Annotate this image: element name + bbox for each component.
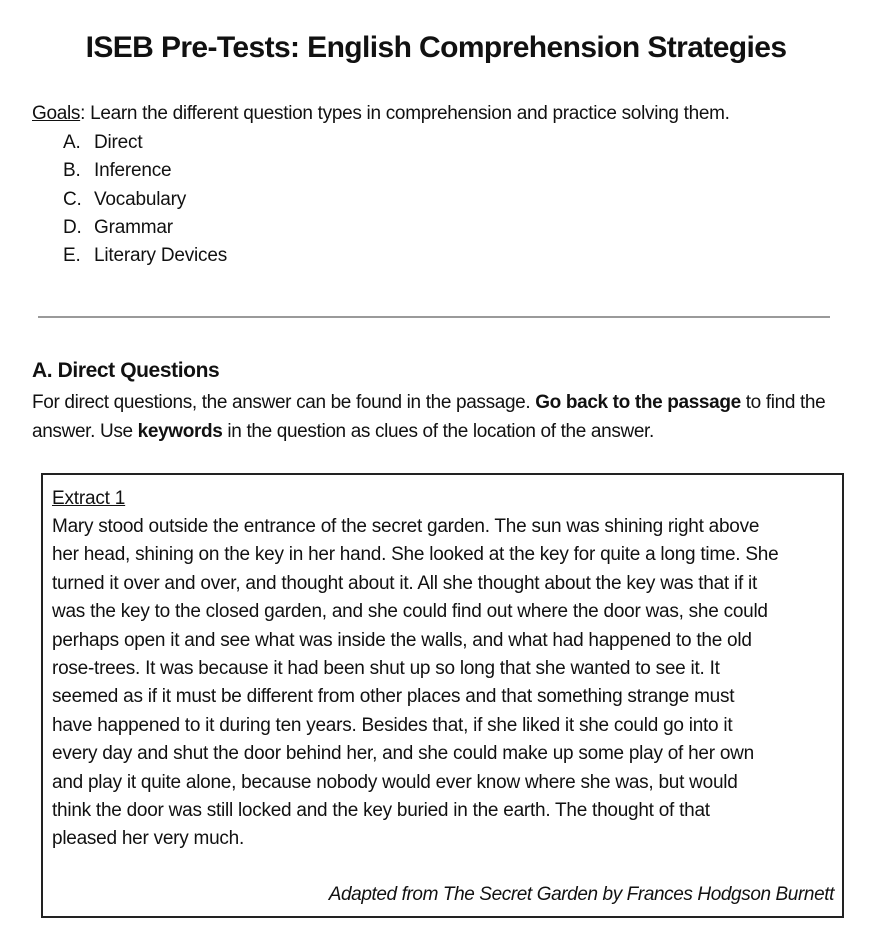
goals-list-item: [63, 214, 227, 242]
horizontal-divider: [38, 316, 830, 318]
desc-text: in the question as clues of the location of the answer.: [222, 420, 654, 442]
passage-line: Mary stood outside the entrance of the secret garden. The sun was shining right above: [52, 516, 760, 537]
goals-list-item: [63, 242, 227, 270]
desc-emphasis: Go back to the passage: [535, 392, 741, 413]
list-marker: C.: [63, 188, 82, 210]
goals-list: [63, 129, 227, 270]
desc-text: to find the answer. Use: [32, 392, 826, 442]
section-description: [32, 389, 832, 446]
desc-emphasis: keywords: [137, 420, 223, 442]
goals-text: Learn the different question types in comprehension and practice solving them.: [85, 103, 730, 124]
passage-line: have happened to it during ten years. Besides that, if she liked it she could go into it: [52, 714, 733, 736]
passage-line: her head, shining on the key in her hand. She looked at the key for quite a long time. She: [52, 544, 779, 566]
list-item-label: Direct: [94, 132, 143, 153]
goals-separator: :: [80, 103, 86, 124]
passage-line: seemed as if it must be different from other places and that something strange must: [52, 686, 735, 708]
list-marker: A.: [63, 132, 81, 153]
extract-title: Extract 1: [52, 488, 126, 509]
passage-line: think the door was still locked and the key buried in the earth. The thought of that: [52, 800, 710, 822]
extract-passage: [52, 513, 842, 854]
goals-list-item: [63, 129, 227, 157]
page-title: ISEB Pre-Tests: English Comprehension Strategies: [85, 31, 787, 64]
list-marker: B.: [63, 160, 81, 182]
list-item-label: Vocabulary: [94, 188, 187, 210]
goals-list-item: [63, 186, 227, 214]
section-heading-direct-questions: A. Direct Questions: [32, 359, 220, 382]
goals-statement: [32, 100, 730, 128]
extract-box: [41, 473, 844, 918]
goals-list-item: [63, 157, 227, 185]
desc-text: For direct questions, the answer can be found in the passage.: [32, 392, 536, 413]
list-item-label: Literary Devices: [94, 245, 228, 267]
passage-line: and play it quite alone, because nobody would ever know where she was, but would: [52, 771, 738, 793]
passage-line: every day and shut the door behind her, and she could make up some play of her own: [52, 743, 754, 765]
list-item-label: Inference: [94, 160, 172, 182]
passage-line: rose-trees. It was because it had been shut up so long that she wanted to see it. It: [52, 658, 720, 680]
list-item-label: Grammar: [94, 216, 173, 238]
goals-label: Goals: [32, 103, 81, 124]
passage-line: pleased her very much.: [52, 828, 244, 850]
list-marker: D.: [63, 216, 82, 238]
extract-source-citation: Adapted from The Secret Garden by Frances Hodgson Burnett: [328, 884, 834, 905]
passage-line: perhaps open it and see what was inside the walls, and what had happened to the old: [52, 629, 752, 651]
passage-line: was the key to the closed garden, and she could find out where the door was, she could: [52, 601, 768, 623]
list-marker: E.: [63, 245, 81, 267]
passage-line: turned it over and over, and thought about it. All she thought about the key was that if it: [52, 572, 758, 594]
